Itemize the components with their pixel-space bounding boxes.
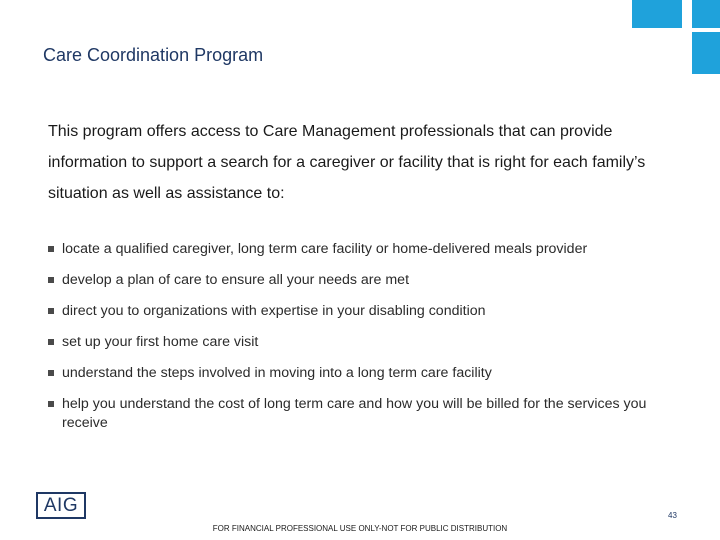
bullet-item: direct you to organizations with expertise in your disabling condition xyxy=(48,302,688,321)
footer-disclaimer: FOR FINANCIAL PROFESSIONAL USE ONLY-NOT FOR PUBLIC DISTRIBUTION xyxy=(212,524,508,533)
bullet-item: locate a qualified caregiver, long term care facility or home-delivered meals provider xyxy=(48,240,688,259)
bullet-item: set up your first home care visit xyxy=(48,333,688,352)
intro-paragraph: This program offers access to Care Management professionals that can provide information to support a search for a caregiver or facility that is right for each family’s situation as well as assistance to: xyxy=(48,123,646,202)
bullet-list xyxy=(48,240,688,445)
bullet-item: develop a plan of care to ensure all your needs are met xyxy=(48,271,688,290)
bullet-item: understand the steps involved in moving into a long term care facility xyxy=(48,364,688,383)
slide-title: Care Coordination Program xyxy=(43,45,264,65)
corner-decoration xyxy=(692,32,720,74)
corner-decoration xyxy=(692,0,720,28)
bullet-item: help you understand the cost of long term care and how you will be billed for the services you receive xyxy=(48,395,688,433)
corner-decoration xyxy=(632,0,682,28)
page-number: 43 xyxy=(668,511,677,520)
aig-logo: AIG xyxy=(36,492,86,519)
